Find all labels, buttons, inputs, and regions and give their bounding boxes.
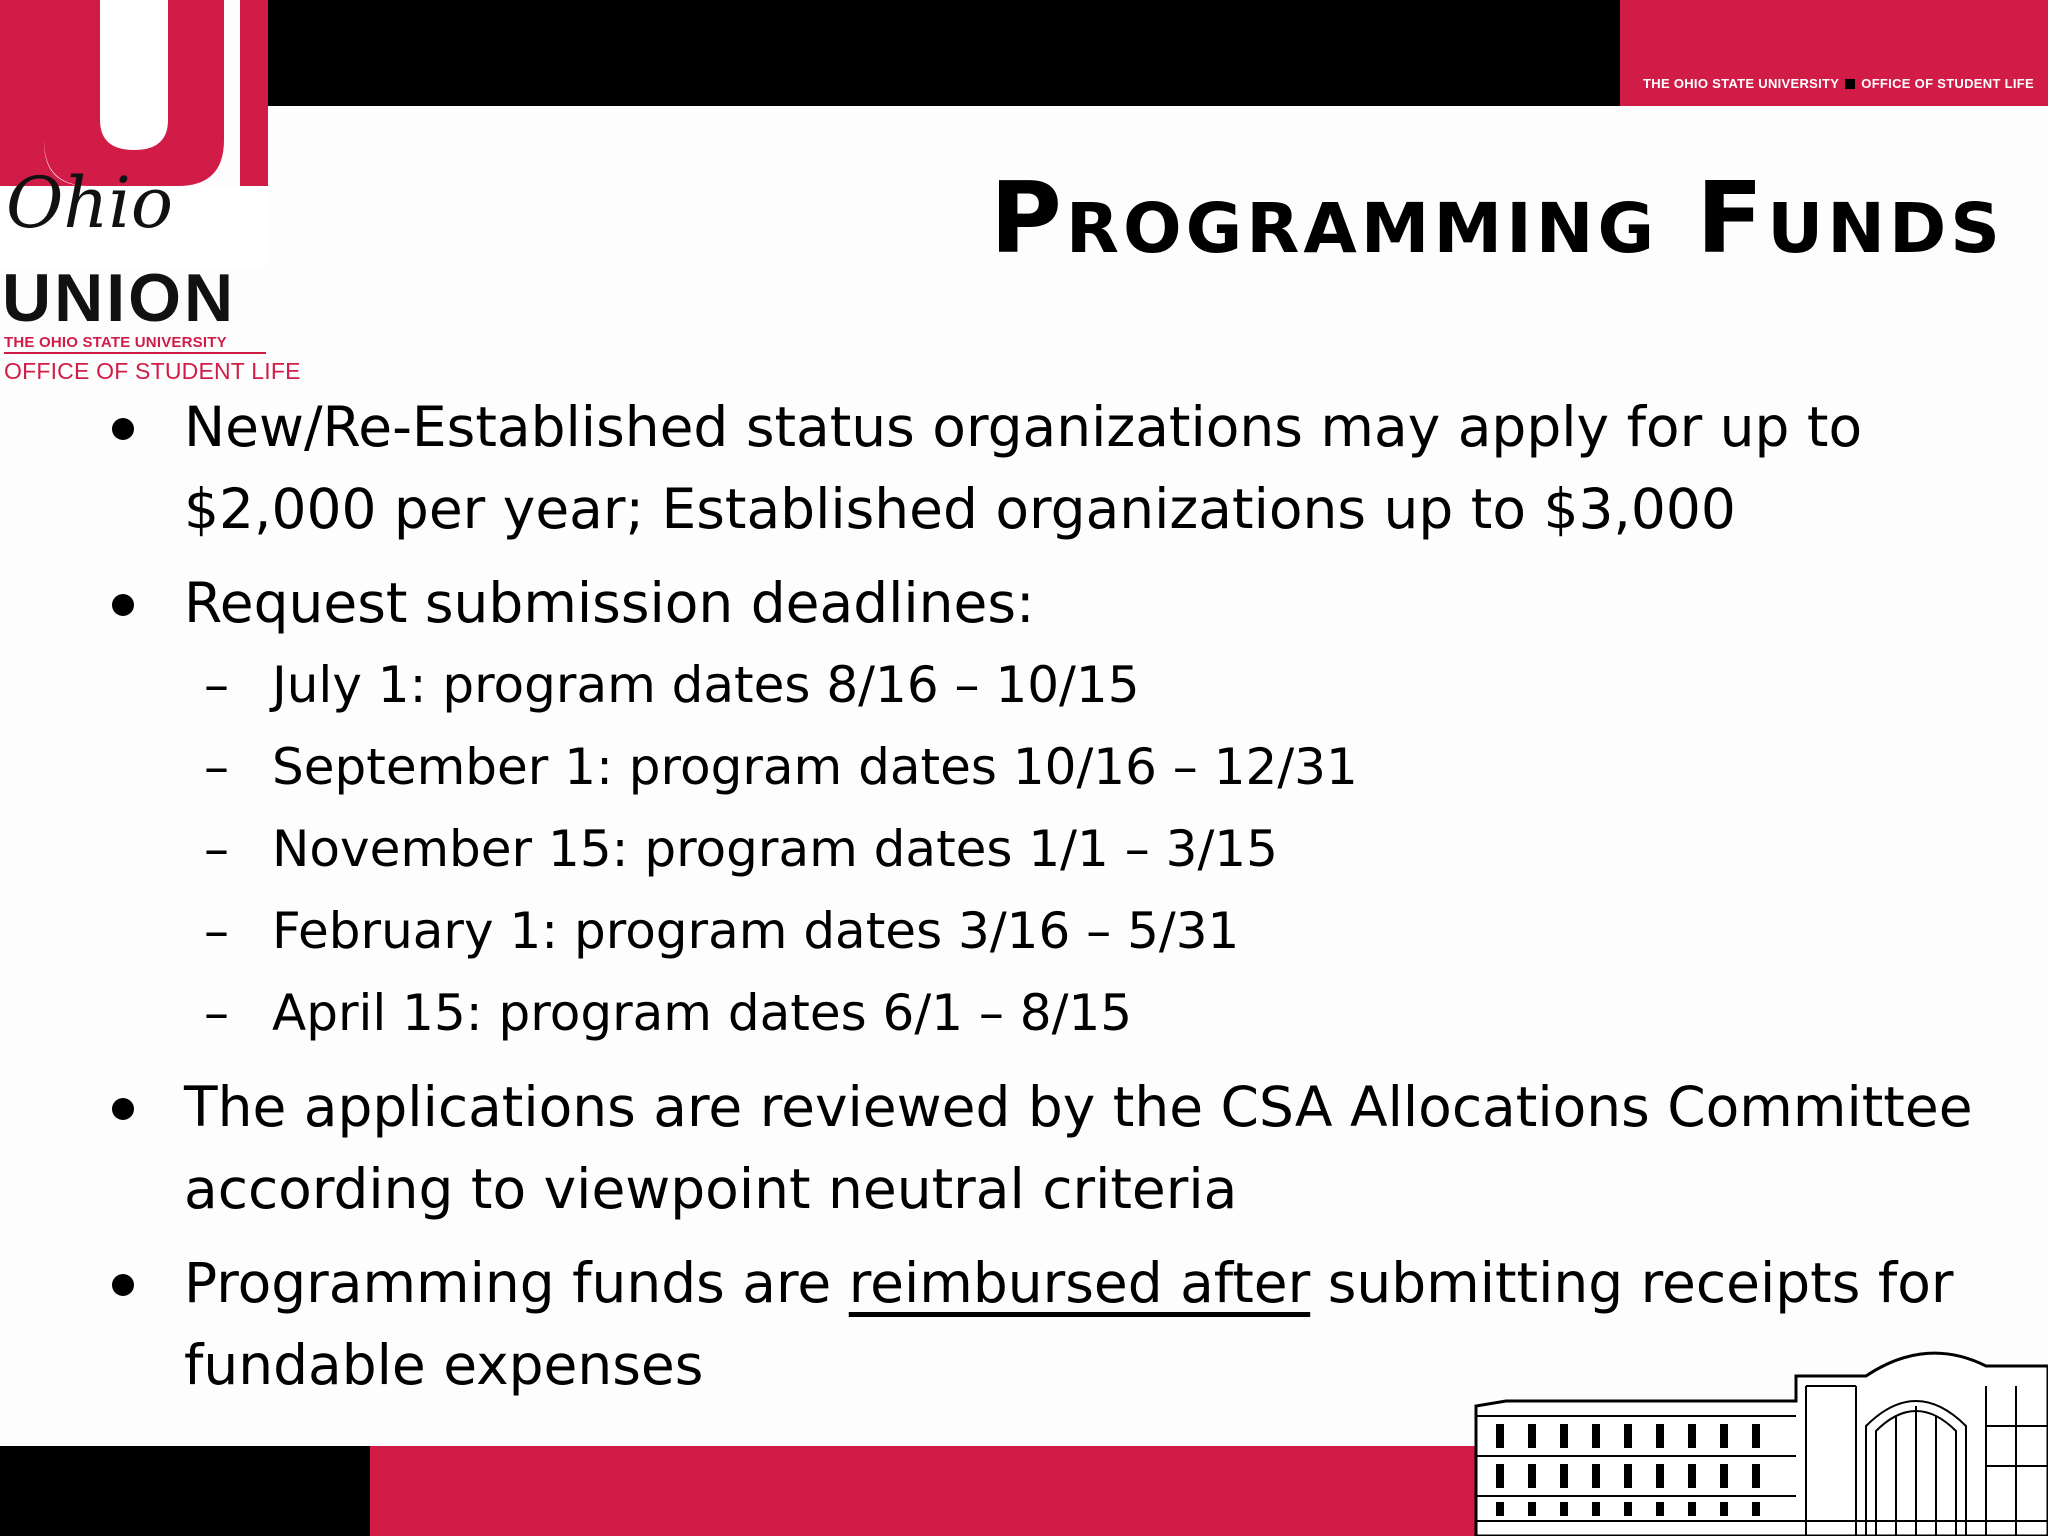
bullet-list [104,386,2004,1406]
bottom-black-band [0,1446,370,1536]
logo-union-wordmark: UNION [2,260,237,336]
logo-university-label: THE OHIO STATE UNIVERSITY [4,334,227,351]
top-red-band [1620,0,2048,106]
page-title: Programming Funds [990,162,2004,276]
header-university-label: THE OHIO STATE UNIVERSITY [1643,76,1840,91]
logo-office-label: OFFICE OF STUDENT LIFE [4,358,301,384]
deadline-item: – November 15: program dates 1/1 – 3/15 [104,808,2004,890]
logo-ohio-script: Ohio [6,162,174,244]
bullet-review-process: The applications are reviewed by the CSA Allocations Committee according to viewpoint neutral criteria [104,1066,2004,1230]
reimbursement-text-before: Programming funds are [184,1251,849,1315]
deadline-item: – July 1: program dates 8/16 – 10/15 [104,644,2004,726]
bullet-deadlines-heading: Request submission deadlines: [104,562,2004,644]
logo-divider [4,352,266,354]
deadline-item: – February 1: program dates 3/16 – 5/31 [104,890,2004,972]
deadline-item: – September 1: program dates 10/16 – 12/31 [104,726,2004,808]
top-black-band [268,0,1620,106]
reimbursement-text-after: submitting receipts for fundable expenses [184,1251,1954,1397]
reimbursement-underlined-text: reimbursed after [848,1251,1311,1315]
separator-square-icon [1845,79,1855,89]
header-affiliation [1643,76,2034,91]
bullet-funding-limits: New/Re-Established status organizations may apply for up to $2,000 per year; Established organizations up to $3,000 [104,386,2004,550]
ohio-union-logo [0,0,301,390]
ohio-union-building-icon [1466,1346,2048,1536]
header-office-label: OFFICE OF STUDENT LIFE [1861,76,2034,91]
deadline-item: – April 15: program dates 6/1 – 8/15 [104,972,2004,1054]
